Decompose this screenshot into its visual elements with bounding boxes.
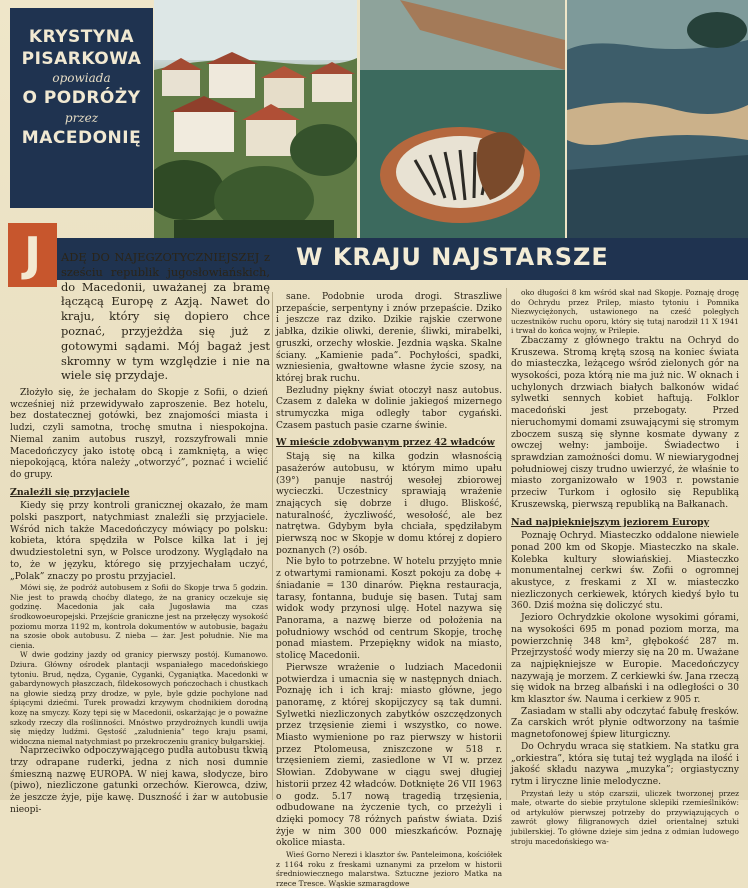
paragraph: Stają się na kilka godzin własnością pasażerów autobusu, w którym mimo upału (39°) panuje nastrój wesołej zbiorowej wycieczki. Uczestnicy sprawiają wrażenie znających się dobrze i długo. Bliskość, naturalność, życzliwość, wesołość, ale bez natrętwa. Gdybym była chciała, spędziłabym pierwszą noc w Skopje w domu której z dopiero poznanych (?) osób.: [276, 452, 502, 556]
paragraph: sane. Podobnie uroda drogi. Straszliwe przepaście, serpentyny i znów przepaście. Dziko i jeszcze raz dziko. Dzikie rajskie czerwone jabłka, dzikie oliwki, derenie, śliwki, mirabelki, gruszki, orzechy włoskie. Jezdnia wąska. Skalne ściany. „Kamienie pada”. Pochyłości, spadki, wzniesienia, gwałtowne własne życie szosy, na której brak ruchu.: [276, 292, 502, 384]
column-right: [511, 288, 739, 846]
paragraph: Poznaję Ochryd. Miasteczko oddalone niewiele ponad 200 km od Skopje. Miasteczko na skale. Kolebka kultury słowiańskiej. Miasteczko monumentalnej cerkwi św. Zofii o ogromnej akustyce, z freskami z XI w. miasteczko niezliczonych cerkiewek, których kiedyś było tu 360. Dziś można się doliczyć stu.: [511, 531, 739, 612]
author-first-name: KRYSTYNA: [28, 27, 135, 47]
title-connector-through: przez: [64, 111, 99, 125]
title-about-journey: O PODRÓŻY: [22, 88, 141, 108]
paragraph-small: Mówi się, że podróż autobusem z Sofii do Skopje trwa 5 godzin. Nie jest to prawdą choćby dlatego, że na granicy oczekuje się godzinę. Macedonia jak cała Jugosławia ma czas środkowoeuropejski. Przejście graniczne jest na przełęczy wysokość poziomu morza 1192 m, kontrola dokumentów w autobusie, bagażu na szosie obok autobusu. Z nieba — żar. Jest południe. Nie ma cienia.: [10, 583, 268, 650]
article-title-block: [10, 8, 153, 208]
author-last-name: PISARKOWA: [21, 49, 142, 69]
paragraph: Zbaczamy z głównego traktu na Ochryd do Kruszewa. Stromą krętą szosą na koniec świata do miasteczka, leżącego wśród zielonych gór na wysokości, poza którą nie ma już nic. W oknach i uchylonych drzwiach białych balkonów widać sylwetki sennych kobiet haftują. Folklor macedoński jest przebogaty. Przed nieruchomymi domami zsuwającymi się stromym zboczem suszą się słynne kosmate dywany z owczej wełny: jamboije. Świadectwo i sprawdzian zamożności domu. W niewiarygodnej południowej ciszy trudno uwierzyć, że właśnie to miasto zorganizowało w 1903 r. powstanie przeciw Turkom i ogłosiło się Republiką Kruszewską, pierwszą republiką na Bałkanach.: [511, 335, 739, 510]
paragraph-small: W dwie godziny jazdy od granicy pierwszy postój. Kumanowo. Dziura. Główny ośrodek plantacji wspaniałego macedońskiego tytoniu. Brud, nędza, Cyganie, Cyganki, Cyganiątka. Macedonki w gabardynowych płaszczach, fildekosowych pończochach i chustkach na głowie siedzą przy drodze, w pyle, byle gdzie pochylone nad śpiącymi dziećmi. Turek prowadzi krzywym chodnikiem dorodną kozę na smyczy. Kozy tępi się w Macedonii, oskarżając je o poważne szkody rzeczy dla roślinności. Mnóstwo przydrożnych kundli uwija się między ludźmi. Gęstość „zaludnienia” tego kraju psami, widoczna niemal natychmiast po przekroczeniu granicy bułgarskiej.: [10, 650, 268, 746]
photo-hillside-town: [154, 0, 357, 238]
paragraph: Zasiadam w stalli aby odczytać fabułę fresków. Za carskich wrót płynie odtworzony na taśmie magnetofonowej śpiew liturgiczny.: [511, 706, 739, 741]
paragraph-small: Przystań leży u stóp czarszii, uliczek tworzonej przez małe, otwarte do siebie przytulone sklepiki rzemieślników: od artykułów pierwszej potrzeby do przywiązujących o zawrót głowy filigranowych dzieł orientalnej sztuki jubilerskiej. To główne dzieje sim jedna z odmian ludowego stroju macedońskiego wa-: [511, 788, 739, 846]
title-connector-tells: opowiada: [52, 71, 111, 85]
paragraph-small: oko długości 8 km wśród skał nad Skopje. Poznaję drogę do Ochrydu przez Prilep, miasto tytoniu i Pomnika Niezwyciężonych, ustawionego na cześć poległych uczestników ruchu oporu, który się tutaj narodził 11 X 1941 i trwał do końca wojny, w Prilepie.: [511, 288, 739, 336]
article-heading: W KRAJU NAJSTARSZE: [296, 243, 609, 271]
paragraph-small: Wieś Gorno Nerezi i klasztor św. Panteleimona, kościółek z 1164 roku z freskami uznanymi za przełom w historii średniowiecznego malarstwa. Sztuczne jezioro Matka na rzece Tresce. Wąskie szmaragdowe: [276, 850, 502, 888]
paragraph: Pierwsze wrażenie o ludziach Macedonii potwierdza i umacnia się w następnych dniach. Poznaję ich i ich kraj: miasto główne, jego panoramę, z której skopijczycy są tak dumni. Sylwetki niezliczonych zabytków oszczędzonych przez trzęsienie ziemi i wszystko, co nowe. Miasto wymienione po raz pierwszy w historii przez Ptolomeusa, zniszczone w 518 r. trzęsieniem ziemi, zasiedlone w VI w. przez Słowian. Zdobywane w ciągu swej długiej historii przez 42 władców. Dotknięte 26 VII 1963 o godz. 5.17 nową tragedią trzęsienia, odbudowane na życzenie tych, co przeżyli i dzięki pomocy 78 różnych państw świata. Dziś żyje w nim 300 000 mieszkańców. Poznaję okolice miasta.: [276, 662, 502, 849]
paragraph: Kiedy się przy kontroli granicznej okazało, że mam polski paszport, natychmiast znaleźli się przyjaciele. Wśród nich także Macedończycy mówiący po polsku: kobieta, która spędziła w Polsce kilka lat i jej dwudziestoletni syn, w Polsce urodzony. Wyglądało na to, że w języku, którego się przyjechałam uczyć, „Polak” znaczy po prostu przyjaciel.: [10, 501, 268, 582]
subheading-city: W mieście zdobywanym przez 42 władców: [276, 437, 495, 449]
column-divider: [506, 288, 507, 800]
column-divider: [272, 292, 273, 800]
lead-text: ADĘ DO NAJEGZOTYCZNIEJSZEJ z sześciu republik jugosłowiańskich, do Macedonii, uważanej za bramę łączącą Europę z Azją. Nawet do kraju, który się dopiero chce poznać, przyjeżdża się już z gotowymi sądami. Mój bagaż jest skromny w tym względzie i nie na wiele się przydaje.: [61, 250, 270, 383]
paragraph: Jezioro Ochrydzkie okolone wysokimi górami, na wysokości 695 m ponad poziom morza, ma powierzchnię 348 km², głębokość 287 m. Przejrzystość wody mierzy się na 20 m. Uważane za najpiękniejsze w Europie. Macedończycy nazywają je morzem. Z cerkiewki św. Jana rzeczą się widok na brzeg albański i na odległości o 30 km klasztor św. Nauma i cerkiew z 905 r.: [511, 613, 739, 706]
photo-fountain-basin: [360, 0, 565, 238]
drop-cap: J: [8, 223, 57, 287]
title-macedonia: MACEDONIĘ: [21, 128, 142, 148]
paragraph: Bezludny piękny świat otoczył nasz autobus. Czasem z daleka w dolinie jakiegoś mizernego strumyczka miga odległy tabor cygański. Czasem pastuch pasie czarne świnie.: [276, 385, 502, 431]
paragraph: Do Ochrydu wraca się statkiem. Na statku gra „orkiestra”, która się tutaj też wygląda na ilość i jakość składu nazywa „muzyka”; orgiastyczny rytm i liryczne linie melodyczne.: [511, 741, 739, 787]
subheading-lake: Nad najpiękniejszym jeziorem Europy: [511, 516, 710, 528]
column-middle: [276, 292, 502, 888]
subheading-friends: Znaleźli się przyjaciele: [10, 486, 130, 498]
column-left: [10, 388, 268, 817]
paragraph: Naprzeciwko odpoczywającego pudła autobusu tkwią trzy odrapane ruderki, jedna z nich nosi dumnie śmieszną nazwę EUROPA. W niej kawa, słodycze, biro (piwo), niezliczone gatunki orzechów. Kierowca, dziw, że jeszcze żyje, pije kawę. Duszność i żar w autobusie nieopi-: [10, 746, 268, 815]
paragraph: Nie było to potrzebne. W hotelu przyjęto mnie z otwartymi ramionami. Koszt pokoju za dobę + śniadanie = 130 dinarów. Piękna restauracja, tarasy, fontanna, buduje się basen. Tutaj sam widok wody przynosi ulgę. Hotel nazywa się Panorama, a nazwę bierze od położenia na południowy wschód od centrum Skopje, trochę ponad miastem. Przepiękny widok na miasto, stolicę Macedonii.: [276, 557, 502, 662]
lead-paragraph: [61, 250, 270, 383]
photo-lake-landscape: [567, 0, 748, 238]
paragraph: Złożyło się, że jechałam do Skopje z Sofii, o dzień wcześniej niż przewidywało zaproszenie. Bez hotelu, bez dostatecznej gotówki, bez znajomości miasta i ludzi, czyli samotna, trochę smutna i niespokojna. Niemal zanim autobus ruszył, rozszyfrowali mnie Macedończycy jako istotę obcą i zamkniętą, a więc niepokojącą, która należy „otworzyć”, poznać i wcielić do grupy.: [10, 388, 268, 480]
